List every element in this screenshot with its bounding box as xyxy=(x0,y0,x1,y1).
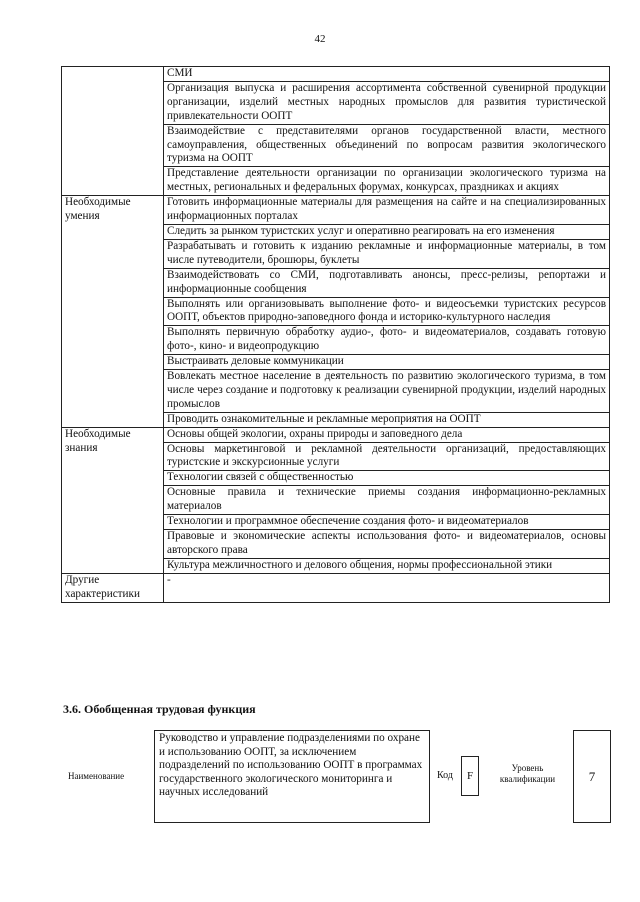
table-row xyxy=(62,573,610,602)
item-cell: Технологии и программное обеспечение создания фото- и видеоматериалов xyxy=(164,515,610,530)
item-cell: Выполнять или организовывать выполнение фото- и видеосъемки туристских ресурсов ООПТ, объектов природно-заповедного фонда и историко-культурного наследия xyxy=(164,297,610,326)
item-cell: Взаимодействовать со СМИ, подготавливать анонсы, пресс-релизы, репортажи и информационные сообщения xyxy=(164,268,610,297)
item-cell: Готовить информационные материалы для размещения на сайте и на специализированных информационных порталах xyxy=(164,196,610,225)
qualification-level-label: Уровень квалификации xyxy=(499,763,556,784)
item-cell: Правовые и экономические аспекты использования фото- и видеоматериалов, основы авторского права xyxy=(164,530,610,559)
qualification-table xyxy=(61,66,610,603)
item-cell: Выполнять первичную обработку аудио-, фото- и видеоматериалов, создавать готовую фото-, кино- и видеопродукцию xyxy=(164,326,610,355)
item-cell: Выстраивать деловые коммуникации xyxy=(164,355,610,370)
name-label: Наименование xyxy=(68,771,125,781)
item-cell: Вовлекать местное население в деятельность по развитию экологического туризма, в том числе через создание и подготовку к реализации сувенирной продукции, изделий народных промыслов xyxy=(164,370,610,413)
item-cell: Проводить ознакомительные и рекламные мероприятия на ООПТ xyxy=(164,412,610,427)
item-cell: Представление деятельности организации по организации экологического туризма на местных, региональных и федеральных форумах, конкурсах, праздниках и акциях xyxy=(164,167,610,196)
page-number: 42 xyxy=(314,33,326,45)
item-cell: Организация выпуска и расширения ассортимента собственной сувенирной продукции организации, изделий местных народных промыслов для развития туристической привлекательности ООПТ xyxy=(164,81,610,124)
item-cell: Основы маркетинговой и рекламной деятельности организаций, предоставляющих туристские и экскурсионные услуги xyxy=(164,442,610,471)
item-cell: СМИ xyxy=(164,67,610,82)
item-cell: Технологии связей с общественностью xyxy=(164,471,610,486)
category-cell-knowledge: Необходимые знания xyxy=(62,427,164,573)
category-cell-other: Другие характеристики xyxy=(62,573,164,602)
category-cell-skills: Необходимые умения xyxy=(62,196,164,428)
code-label: Код xyxy=(437,770,453,781)
item-cell: Взаимодействие с представителями органов государственной власти, местного самоуправления, общественных объединений по вопросам развития экологического туризма на ООПТ xyxy=(164,124,610,167)
item-cell: Культура межличностного и делового общения, нормы профессиональной этики xyxy=(164,558,610,573)
category-cell-labor-actions xyxy=(62,67,164,196)
code-value-box: F xyxy=(461,756,479,796)
item-cell: Основы общей экологии, охраны природы и заповедного дела xyxy=(164,427,610,442)
name-value-box: Руководство и управление подразделениями по охране и использованию ООПТ, за исключением подразделений по использованию ООПТ в программах государственного экологического мониторинга и научных исследований xyxy=(154,730,430,823)
item-cell: Основные правила и технические приемы создания информационно-рекламных материалов xyxy=(164,486,610,515)
item-cell: Разрабатывать и готовить к изданию рекламные и информационные материалы, в том числе путеводители, брошюры, буклеты xyxy=(164,239,610,268)
section-heading: 3.6. Обобщенная трудовая функция xyxy=(63,702,256,716)
table-row xyxy=(62,67,610,82)
item-cell: Следить за рынком туристских услуг и оперативно реагировать на его изменения xyxy=(164,224,610,239)
item-cell: - xyxy=(164,573,610,602)
qualification-level-box: 7 xyxy=(573,730,611,823)
table-row xyxy=(62,196,610,225)
table-row xyxy=(62,427,610,442)
